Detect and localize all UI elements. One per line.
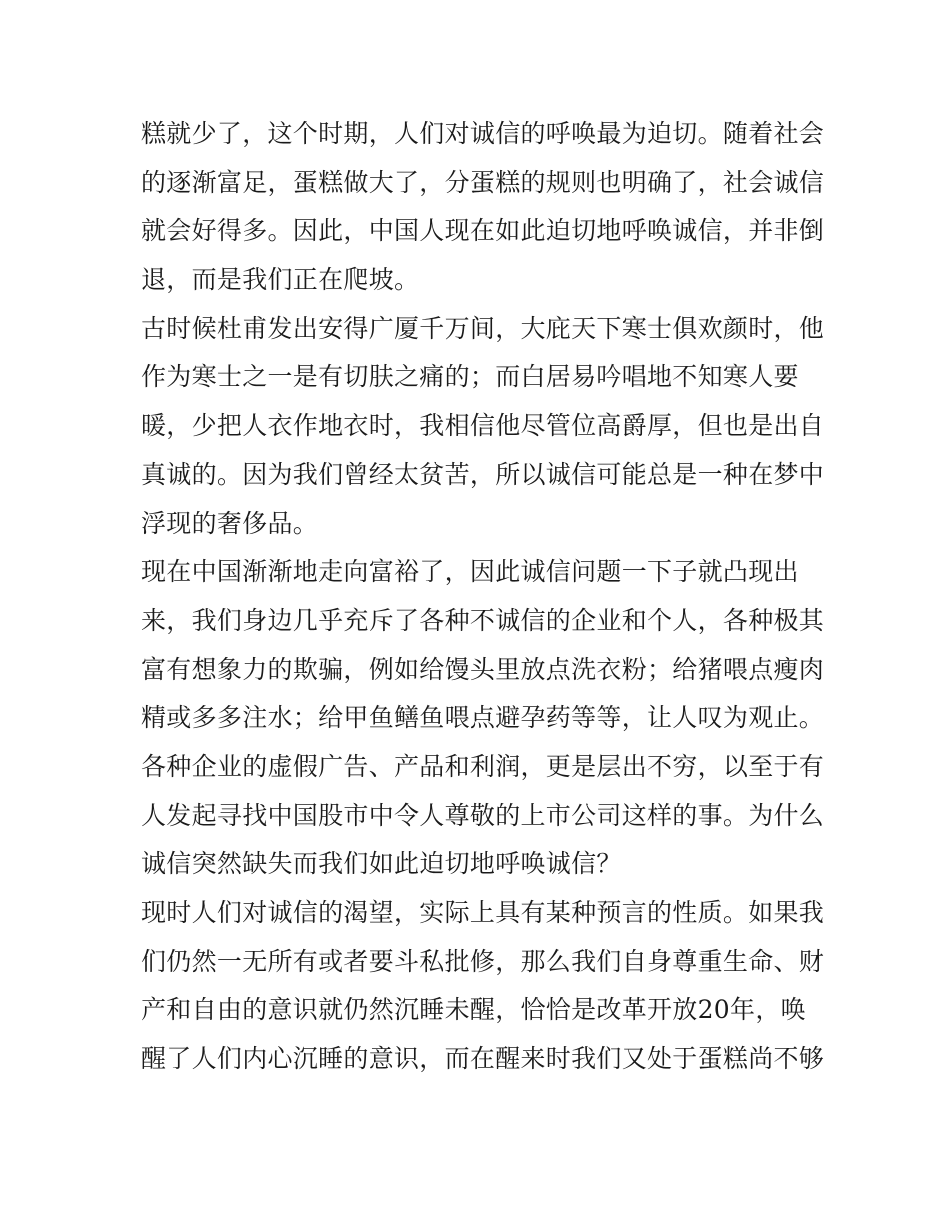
- text-line: 现在中国渐渐地走向富裕了，因此诚信问题一下子就凸现出: [141, 557, 799, 587]
- text-line: 诚信突然缺失而我们如此迫切地呼唤诚信？: [141, 849, 622, 879]
- text-line: 精或多多注水；给甲鱼鳝鱼喂点避孕药等等，让人叹为观止。: [141, 703, 825, 733]
- text-line: 就会好得多。因此，中国人现在如此迫切地呼唤诚信，并非倒: [141, 216, 825, 246]
- text-line: 们仍然一无所有或者要斗私批修，那么我们自身尊重生命、财: [141, 946, 825, 976]
- text-line: 暖，少把人衣作地衣时，我相信他尽管位高爵厚，但也是出自: [141, 411, 825, 441]
- text-line: 糕就少了，这个时期，人们对诚信的呼唤最为迫切。随着社会: [141, 119, 825, 148]
- text-line: 产和自由的意识就仍然沉睡未醒，恰恰是改革开放20年，唤: [141, 995, 806, 1025]
- text-line: 醒了人们内心沉睡的意识，而在醒来时我们又处于蛋糕尚不够: [141, 1044, 825, 1074]
- text-line: 退，而是我们正在爬坡。: [141, 265, 420, 295]
- body-text: [141, 110, 825, 1084]
- text-line: 作为寒士之一是有切肤之痛的；而白居易吟唱地不知寒人要: [141, 362, 799, 392]
- text-line: 现时人们对诚信的渴望，实际上具有某种预言的性质。如果我: [141, 898, 825, 927]
- text-line: 人发起寻找中国股市中令人尊敬的上市公司这样的事。为什么: [141, 800, 825, 830]
- text-line: 的逐渐富足，蛋糕做大了，分蛋糕的规则也明确了，社会诚信: [141, 167, 825, 197]
- text-line: 真诚的。因为我们曾经太贫苦，所以诚信可能总是一种在梦中: [141, 459, 825, 489]
- text-line: 来，我们身边几乎充斥了各种不诚信的企业和个人，各种极其: [141, 605, 825, 635]
- text-line: 富有想象力的欺骗，例如给馒头里放点洗衣粉；给猪喂点瘦肉: [141, 654, 825, 684]
- text-line: 古时候杜甫发出安得广厦千万间，大庇天下寒士俱欢颜时，他: [141, 313, 825, 343]
- text-line: 各种企业的虚假广告、产品和利润，更是层出不穷，以至于有: [141, 751, 825, 781]
- text-line: 浮现的奢侈品。: [141, 508, 319, 538]
